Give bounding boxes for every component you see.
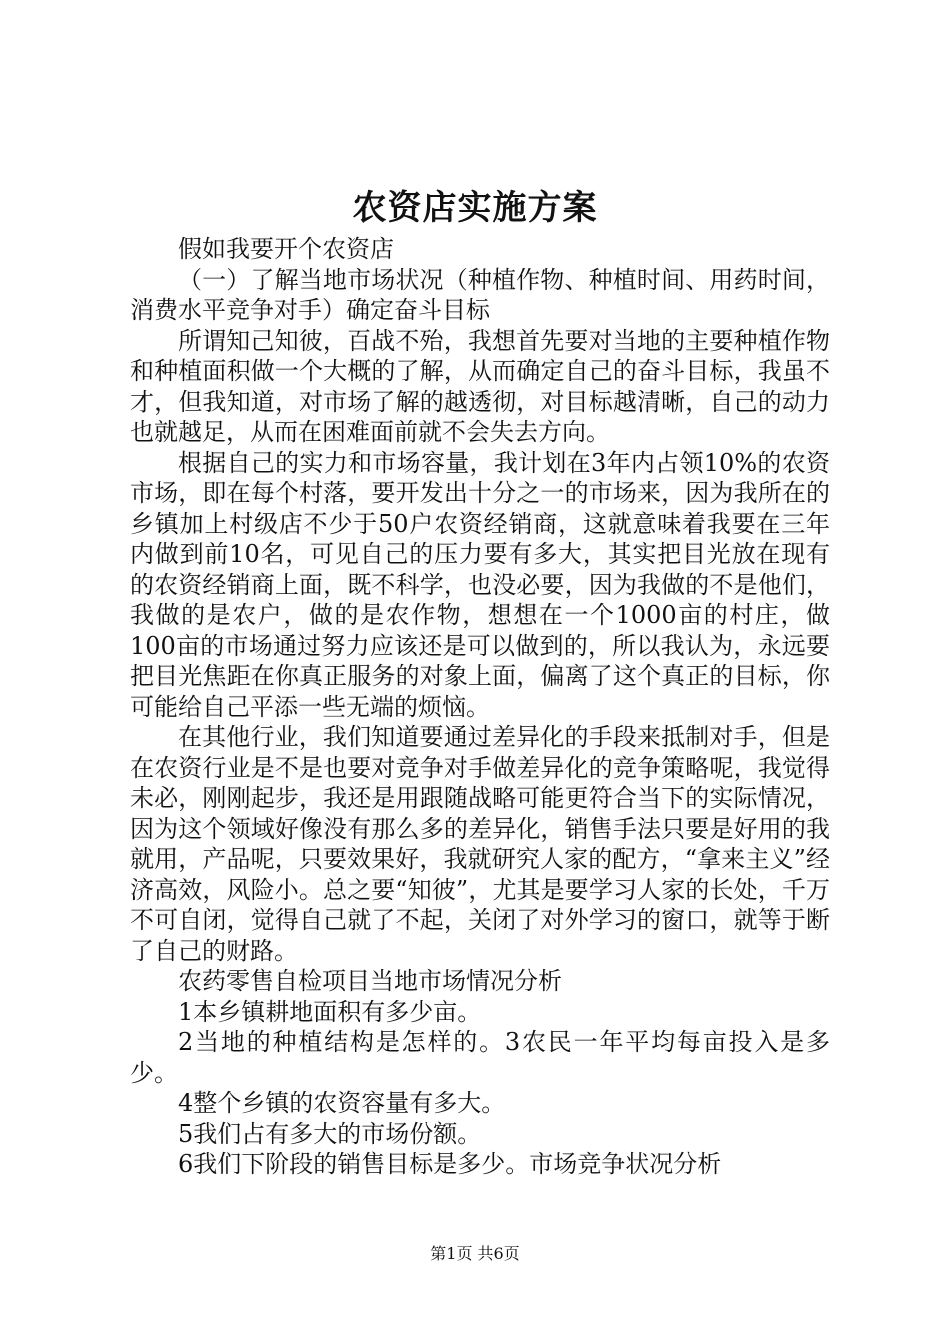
checklist-item-4: 4整个乡镇的农资容量有多大。 [178,1089,506,1117]
paragraph-know-yourself: 所谓知己知彼，百战不殆，我想首先要对当地的主要种植作物和种植面积做一个大概的了解，从而确定自己的奋斗目标，我虽不才，但我知道，对市场了解的越透彻，对目标越清晰，自己的动力也就越足，从而在困难面前就不会失去方向。 [130,326,830,446]
checklist-item-6: 6我们下阶段的销售目标是多少。市场竞争状况分析 [178,1150,722,1178]
paragraph-differentiation: 在其他行业，我们知道要通过差异化的手段来抵制对手，但是在农资行业是不是也要对竞争对手做差异化的竞争策略呢，我觉得未必，刚刚起步，我还是用跟随战略可能更符合当下的实际情况，因为这个领域好像没有那么多的差异化，销售手法只要是好用的我就用，产品呢，只要效果好，我就研究人家的配方，“拿来主义”经济高效，风险小。总之要“知彼”，尤其是要学习人家的长处，千万不可自闭，觉得自己就了不起，关闭了对外学习的窗口，就等于断了自己的财路。 [130,723,830,965]
document-title: 农资店实施方案 [352,188,598,228]
paragraph-intro: 假如我要开个农资店 [178,235,394,263]
paragraph-section-heading: （一）了解当地市场状况（种植作物、种植时间、用药时间，消费水平竞争对手）确定奋斗目标 [130,265,830,324]
page-footer: 第1页 共6页 [430,1244,520,1263]
checklist-item-1: 1本乡镇耕地面积有多少亩。 [178,997,482,1026]
document-body [130,234,830,1180]
paragraph-market-plan: 根据自己的实力和市场容量，我计划在3年内占领10%的农资市场，即在每个村落，要开发出十分之一的市场来，因为我所在的乡镇加上村级店不少于50户农资经销商，这就意味着我要在三年内做到前10名，可见自己的压力要有多大，其实把目光放在现有的农资经销商上面，既不科学，也没必要，因为我做的不是他们，我做的是农户，做的是农作物，想想在一个1000亩的村庄，做100亩的市场通过努力应该还是可以做到的，所以我认为，永远要把目光焦距在你真正服务的对象上面，偏离了这个真正的目标，你可能给自己平添一些无端的烦恼。 [130,448,830,721]
checklist-item-2-3: 2当地的种植结构是怎样的。3农民一年平均每亩投入是多少。 [130,1028,830,1087]
paragraph-checklist-heading: 农药零售自检项目当地市场情况分析 [178,967,562,995]
checklist-item-5: 5我们占有多大的市场份额。 [178,1119,482,1148]
